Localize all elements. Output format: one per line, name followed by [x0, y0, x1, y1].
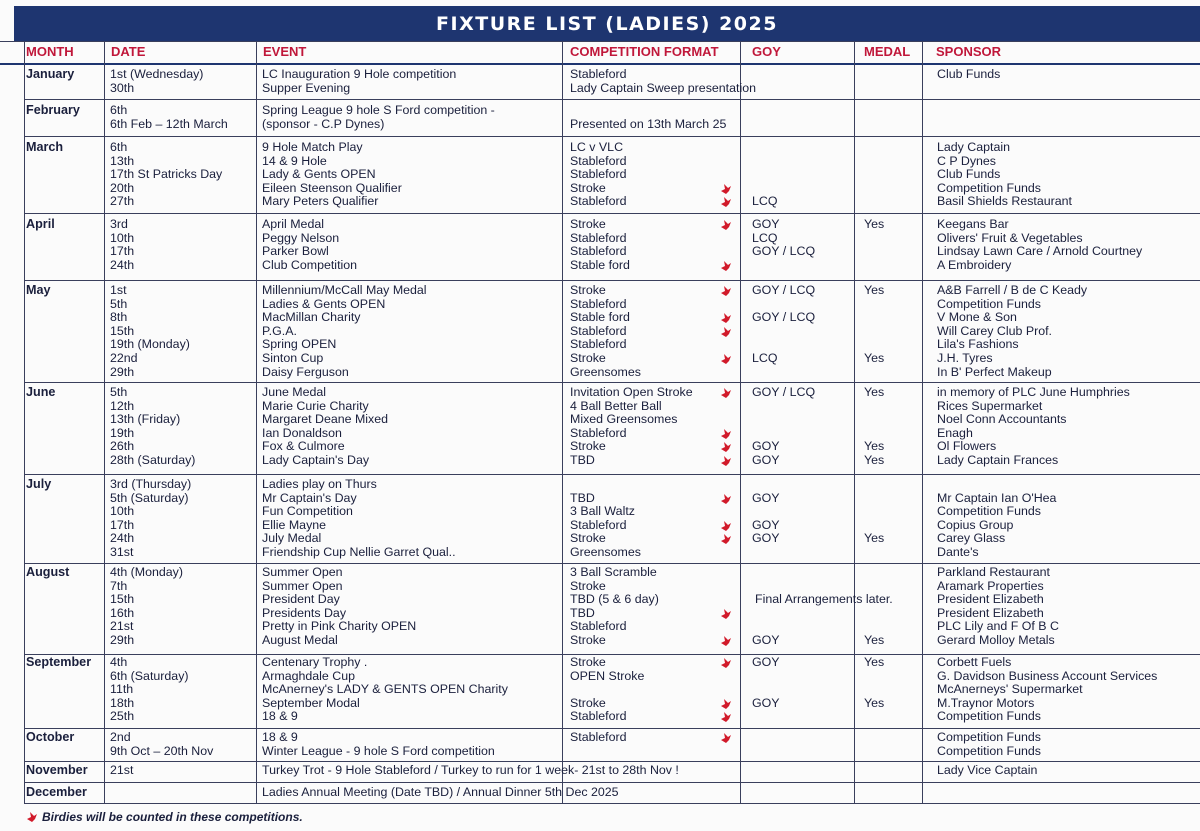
medal-cell: Yes — [864, 633, 885, 647]
sponsor-cell: Enagh — [937, 425, 973, 440]
sponsor-cell: President Elizabeth — [937, 605, 1044, 620]
red-bird-icon — [720, 493, 732, 505]
medal-cell: Yes — [864, 283, 885, 297]
grid-line — [0, 63, 1200, 65]
format-cell: Stableford — [570, 517, 627, 532]
sponsor-cell: C P Dynes — [937, 153, 996, 168]
sponsor-cell: G. Davidson Business Account Services — [937, 668, 1158, 683]
date-cell: 21st — [110, 619, 134, 634]
format-cell: Stableford — [570, 167, 627, 182]
event-cell: Daisy Ferguson — [262, 364, 349, 379]
format-cell: TBD — [570, 605, 595, 620]
red-bird-icon — [720, 219, 732, 231]
date-cell: 18th — [110, 695, 135, 710]
event-cell: Lady Captain's Day — [262, 453, 370, 467]
medal-cell: Yes — [864, 439, 885, 454]
format-cell: LC v VLC — [570, 140, 624, 154]
event-cell: (sponsor - C.P Dynes) — [262, 116, 385, 131]
goy-cell: GOY — [752, 695, 780, 710]
format-cell: Stableford — [570, 296, 627, 311]
sponsor-cell: Aramark Properties — [937, 578, 1044, 593]
event-cell: Supper Evening — [262, 80, 351, 95]
sponsor-cell: Will Carey Club Prof. — [937, 323, 1052, 338]
sponsor-cell: Noel Conn Accountants — [937, 412, 1067, 427]
grid-line — [24, 99, 1200, 100]
sponsor-cell: Lila's Fashions — [937, 337, 1019, 352]
sponsor-cell: in memory of PLC June Humphries — [937, 385, 1130, 399]
header-sponsor: SPONSOR — [936, 44, 1002, 59]
red-bird-icon — [720, 608, 732, 620]
header-goy: GOY — [752, 44, 781, 59]
format-cell: Mixed Greensomes — [570, 412, 678, 427]
date-cell: 4th — [110, 655, 128, 669]
sponsor-cell: Carey Glass — [937, 531, 1006, 546]
red-bird-icon — [720, 441, 732, 453]
sponsor-cell: Keegans Bar — [937, 217, 1009, 231]
event-cell: Peggy Nelson — [262, 230, 340, 245]
red-bird-icon — [720, 455, 732, 467]
sponsor-cell: Competition Funds — [937, 296, 1041, 311]
grid-line — [24, 474, 1200, 475]
sponsor-cell: Copius Group — [937, 517, 1014, 532]
event-cell: Friendship Cup Nellie Garret Qual.. — [262, 545, 456, 559]
event-cell: P.G.A. — [262, 323, 297, 338]
format-cell: Presented on 13th March 25 — [570, 116, 727, 131]
event-cell: Armaghdale Cup — [262, 668, 355, 683]
format-cell: Stableford — [570, 230, 627, 245]
header-medal: MEDAL — [864, 44, 911, 59]
sponsor-cell: A&B Farrell / B de C Keady — [937, 283, 1088, 297]
grid-line — [104, 42, 105, 803]
event-cell: President Day — [262, 592, 340, 607]
month-label: May — [26, 283, 51, 297]
date-cell: 16th — [110, 605, 135, 620]
grid-line — [24, 563, 1200, 564]
goy-cell: GOY — [752, 439, 780, 454]
date-cell: 19th (Monday) — [110, 337, 190, 352]
date-cell: 24th — [110, 531, 135, 546]
month-label: November — [26, 763, 88, 777]
sponsor-cell: Lady Captain — [937, 140, 1011, 154]
date-cell: 2nd — [110, 730, 131, 744]
format-cell: Lady Captain Sweep presentation — [570, 80, 756, 95]
red-bird-icon — [720, 353, 732, 365]
red-bird-icon — [720, 285, 732, 297]
date-cell: 17th St Patricks Day — [110, 167, 223, 182]
sponsor-cell: Gerard Molloy Metals — [937, 633, 1055, 647]
month-label: March — [26, 140, 64, 154]
table-header — [0, 42, 1200, 64]
event-cell: April Medal — [262, 217, 324, 231]
format-cell: Stroke — [570, 531, 606, 546]
format-cell: Stable ford — [570, 310, 630, 325]
format-cell: Stableford — [570, 425, 627, 440]
sponsor-cell: Parkland Restaurant — [937, 565, 1050, 579]
sponsor-cell: Ol Flowers — [937, 439, 997, 454]
date-cell: 4th (Monday) — [110, 565, 184, 579]
sponsor-cell: Rices Supermarket — [937, 398, 1043, 413]
date-cell: 10th — [110, 230, 135, 245]
format-cell: TBD (5 & 6 day) — [570, 592, 659, 607]
date-cell: 22nd — [110, 351, 138, 365]
sponsor-cell: McAnerneys' Supermarket — [937, 682, 1083, 697]
grid-line — [24, 42, 25, 803]
sponsor-cell: Lady Vice Captain — [937, 763, 1038, 777]
date-cell: 21st — [110, 763, 134, 777]
goy-cell: GOY — [752, 453, 780, 467]
date-cell: 29th — [110, 633, 135, 647]
format-cell: Stroke — [570, 578, 606, 593]
grid-line — [24, 136, 1200, 137]
goy-cell: GOY / LCQ — [752, 385, 816, 399]
month-label: April — [26, 217, 55, 231]
date-cell: 1st — [110, 283, 127, 297]
header-month: MONTH — [26, 44, 74, 59]
format-cell: Stroke — [570, 695, 606, 710]
date-cell: 26th — [110, 439, 135, 454]
red-bird-icon — [720, 635, 732, 647]
red-bird-icon — [720, 520, 732, 532]
sponsor-cell: A Embroidery — [937, 257, 1012, 272]
event-cell: Fun Competition — [262, 504, 353, 519]
medal-cell: Yes — [864, 655, 885, 669]
date-cell: 6th (Saturday) — [110, 668, 189, 683]
event-cell: Margaret Deane Mixed — [262, 412, 389, 427]
event-cell: Turkey Trot - 9 Hole Stableford / Turkey to run for 1 week- 21st to 28th Nov ! — [262, 763, 679, 777]
sponsor-cell: Mr Captain Ian O'Hea — [937, 490, 1057, 505]
format-cell: Greensomes — [570, 545, 641, 559]
event-cell: 18 & 9 — [262, 730, 298, 744]
format-cell: Stableford — [570, 194, 627, 209]
red-bird-icon — [720, 260, 732, 272]
goy-cell: GOY / LCQ — [752, 310, 816, 325]
date-cell: 11th — [110, 682, 134, 697]
goy-cell: GOY / LCQ — [752, 244, 816, 259]
date-cell: 13th — [110, 153, 135, 168]
event-cell: Presidents Day — [262, 605, 347, 620]
date-cell: 7th — [110, 578, 128, 593]
event-cell: Summer Open — [262, 578, 343, 593]
grid-line — [0, 41, 1200, 42]
date-cell: 17th — [110, 244, 135, 259]
format-cell: Stroke — [570, 655, 606, 669]
red-bird-icon — [720, 533, 732, 545]
event-cell: LC Inauguration 9 Hole competition — [262, 67, 457, 81]
medal-cell: Yes — [864, 385, 885, 399]
grid-line — [24, 654, 1200, 655]
medal-cell: Yes — [864, 217, 885, 231]
event-cell: Ladies & Gents OPEN — [262, 296, 386, 311]
format-cell: Stroke — [570, 217, 606, 231]
sponsor-cell: Competition Funds — [937, 730, 1041, 744]
sponsor-cell: PLC Lily and F Of B C — [937, 619, 1059, 634]
event-cell: Ian Donaldson — [262, 425, 342, 440]
goy-cell: GOY — [752, 217, 780, 231]
goy-cell: LCQ — [752, 351, 778, 365]
grid-line — [562, 42, 563, 803]
event-cell: Ellie Mayne — [262, 517, 327, 532]
event-cell: September Modal — [262, 695, 360, 710]
format-cell: 3 Ball Waltz — [570, 504, 635, 519]
grid-line — [24, 382, 1200, 383]
sponsor-cell: Club Funds — [937, 167, 1001, 182]
goy-cell: GOY / LCQ — [752, 283, 816, 297]
date-cell: 12th — [110, 398, 135, 413]
date-cell: 19th — [110, 425, 135, 440]
grid-line — [24, 280, 1200, 281]
date-cell: 1st (Wednesday) — [110, 67, 204, 81]
date-cell: 30th — [110, 80, 135, 95]
medal-cell: Yes — [864, 453, 885, 467]
event-cell: 14 & 9 Hole — [262, 153, 327, 168]
grid-line — [922, 42, 923, 803]
header-format: COMPETITION FORMAT — [570, 44, 719, 59]
event-cell: Centenary Trophy . — [262, 655, 368, 669]
event-cell: Millennium/McCall May Medal — [262, 283, 427, 297]
grid-line — [24, 761, 1200, 762]
format-cell: TBD — [570, 490, 595, 505]
date-cell: 5th — [110, 385, 128, 399]
medal-cell: Yes — [864, 695, 885, 710]
month-label: September — [26, 655, 92, 669]
red-bird-icon — [720, 698, 732, 710]
event-cell: MacMillan Charity — [262, 310, 361, 325]
sponsor-cell: In B' Perfect Makeup — [937, 364, 1052, 379]
medal-cell: Yes — [864, 351, 885, 365]
goy-cell: GOY — [752, 531, 780, 546]
event-cell: Sinton Cup — [262, 351, 324, 365]
goy-cell: GOY — [752, 490, 780, 505]
date-cell: 8th — [110, 310, 128, 325]
date-cell: 25th — [110, 709, 135, 724]
format-cell: Stroke — [570, 283, 606, 297]
format-cell: Invitation Open Stroke — [570, 385, 693, 399]
date-cell: 27th — [110, 194, 135, 209]
date-cell: 5th (Saturday) — [110, 490, 189, 505]
month-label: December — [26, 785, 87, 799]
format-cell: 3 Ball Scramble — [570, 565, 657, 579]
grid-line — [256, 42, 257, 803]
month-label: June — [26, 385, 56, 399]
event-cell: Pretty in Pink Charity OPEN — [262, 619, 417, 634]
goy-cell: LCQ — [752, 194, 778, 209]
red-bird-icon — [720, 428, 732, 440]
event-cell: Spring League 9 hole S Ford competition - — [262, 103, 495, 117]
date-cell: 6th — [110, 103, 128, 117]
red-bird-icon — [720, 732, 732, 744]
red-bird-icon — [720, 196, 732, 208]
grid-line — [24, 803, 1200, 804]
sponsor-cell: President Elizabeth — [937, 592, 1044, 607]
date-cell: 10th — [110, 504, 135, 519]
event-cell: Fox & Culmore — [262, 439, 345, 454]
sponsor-cell: J.H. Tyres — [937, 351, 993, 365]
format-cell: Stable ford — [570, 257, 630, 272]
header-event: EVENT — [263, 44, 307, 59]
format-cell: Stroke — [570, 439, 606, 454]
format-cell: Stableford — [570, 337, 627, 352]
format-cell: Stableford — [570, 730, 627, 744]
sponsor-cell: Basil Shields Restaurant — [937, 194, 1072, 209]
red-bird-icon — [720, 183, 732, 195]
date-cell: 13th (Friday) — [110, 412, 181, 427]
goy-cell: LCQ — [752, 230, 778, 245]
sponsor-cell: Corbett Fuels — [937, 655, 1012, 669]
date-cell: 31st — [110, 545, 134, 559]
event-cell: August Medal — [262, 633, 338, 647]
month-label: October — [26, 730, 75, 744]
event-cell: Ladies play on Thurs — [262, 477, 377, 491]
event-cell: McAnerney's LADY & GENTS OPEN Charity — [262, 682, 508, 697]
goy-cell: GOY — [752, 655, 780, 669]
event-cell: Mary Peters Qualifier — [262, 194, 379, 209]
grid-line — [24, 213, 1200, 214]
goy-cell: GOY — [752, 517, 780, 532]
sponsor-cell: Competition Funds — [937, 504, 1041, 519]
date-cell: 6th — [110, 140, 128, 154]
sponsor-cell: Competition Funds — [937, 180, 1041, 195]
arrangements-note: Final Arrangements later. — [755, 592, 893, 607]
event-cell: Parker Bowl — [262, 244, 329, 259]
date-cell: 28th (Saturday) — [110, 453, 196, 467]
date-cell: 15th — [110, 592, 135, 607]
grid-line — [854, 42, 855, 803]
format-cell: Stableford — [570, 244, 627, 259]
grid-line — [740, 42, 741, 803]
grid-line — [24, 728, 1200, 729]
sponsor-cell: V Mone & Son — [937, 310, 1017, 325]
format-cell: Greensomes — [570, 364, 641, 379]
red-bird-icon — [720, 387, 732, 399]
month-label: January — [26, 67, 75, 81]
event-cell: July Medal — [262, 531, 322, 546]
month-label: July — [26, 477, 52, 491]
format-cell: Stableford — [570, 67, 627, 81]
red-bird-icon — [720, 657, 732, 669]
red-bird-icon — [720, 326, 732, 338]
sponsor-cell: Dante's — [937, 545, 979, 559]
event-cell: Marie Curie Charity — [262, 398, 369, 413]
date-cell: 3rd — [110, 217, 128, 231]
format-cell: OPEN Stroke — [570, 668, 645, 683]
sponsor-cell: Competition Funds — [937, 743, 1041, 758]
sponsor-cell: Lady Captain Frances — [937, 453, 1059, 467]
format-cell: Stableford — [570, 619, 627, 634]
month-label: August — [26, 565, 70, 579]
date-cell: 20th — [110, 180, 135, 195]
event-cell: June Medal — [262, 385, 327, 399]
grid-line — [24, 782, 1200, 783]
sponsor-cell: Club Funds — [937, 67, 1001, 81]
event-cell: Eileen Steenson Qualifier — [262, 180, 402, 195]
event-cell: 18 & 9 — [262, 709, 298, 724]
medal-cell: Yes — [864, 531, 885, 546]
sponsor-cell: Competition Funds — [937, 709, 1041, 724]
format-cell: 4 Ball Better Ball — [570, 398, 662, 413]
date-cell: 6th Feb – 12th March — [110, 116, 228, 131]
format-cell: Stableford — [570, 323, 627, 338]
date-cell: 3rd (Thursday) — [110, 477, 192, 491]
red-bird-icon — [720, 312, 732, 324]
date-cell: 24th — [110, 257, 135, 272]
date-cell: 9th Oct – 20th Nov — [110, 743, 214, 758]
date-cell: 15th — [110, 323, 135, 338]
format-cell: TBD — [570, 453, 595, 467]
footnote — [26, 810, 303, 824]
event-cell: Lady & Gents OPEN — [262, 167, 376, 182]
event-cell: Winter League - 9 hole S Ford competition — [262, 743, 495, 758]
sponsor-cell: Olivers' Fruit & Vegetables — [937, 230, 1083, 245]
format-cell: Stroke — [570, 351, 606, 365]
month-label: February — [26, 103, 80, 117]
format-cell: Stroke — [570, 180, 606, 195]
event-cell: Mr Captain's Day — [262, 490, 357, 505]
event-cell: Club Competition — [262, 257, 358, 272]
footnote-text: Birdies will be counted in these competitions. — [42, 810, 303, 824]
sponsor-cell: M.Traynor Motors — [937, 695, 1035, 710]
page-title: FIXTURE LIST (LADIES) 2025 — [14, 6, 1200, 42]
date-cell: 5th — [110, 296, 128, 311]
sponsor-cell: Lindsay Lawn Care / Arnold Courtney — [937, 244, 1143, 259]
event-cell: 9 Hole Match Play — [262, 140, 363, 154]
date-cell: 17th — [110, 517, 135, 532]
format-cell: Stableford — [570, 709, 627, 724]
red-bird-icon — [26, 811, 38, 823]
goy-cell: GOY — [752, 633, 780, 647]
date-cell: 29th — [110, 364, 135, 379]
red-bird-icon — [720, 711, 732, 723]
event-cell: Summer Open — [262, 565, 343, 579]
format-cell: Stroke — [570, 633, 606, 647]
event-cell: Ladies Annual Meeting (Date TBD) / Annual Dinner 5th Dec 2025 — [262, 785, 619, 799]
event-cell: Spring OPEN — [262, 337, 337, 352]
header-date: DATE — [111, 44, 146, 59]
format-cell: Stableford — [570, 153, 627, 168]
